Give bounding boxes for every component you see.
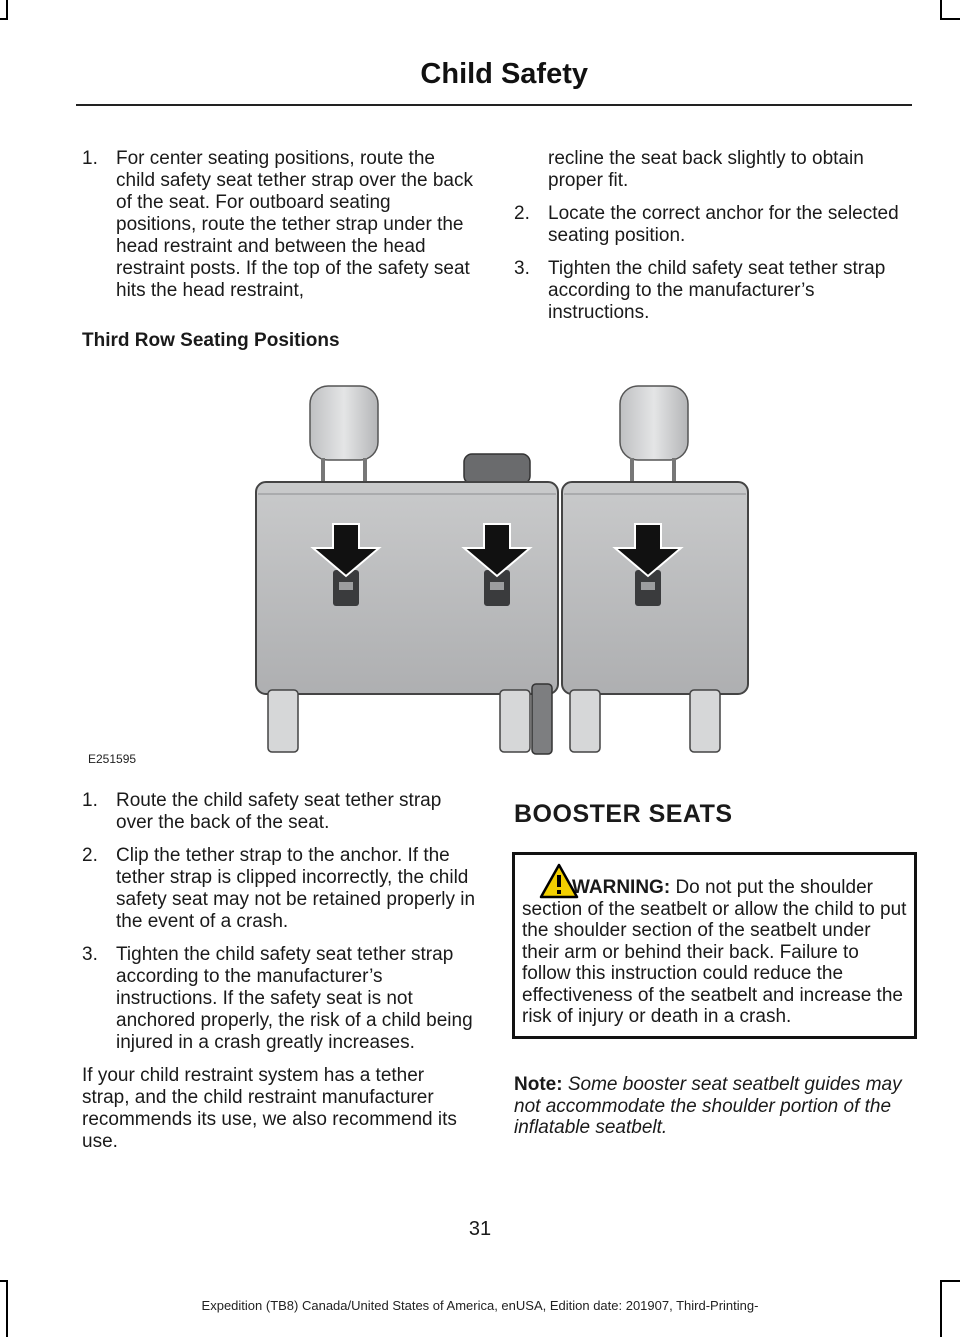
list-item [82, 148, 476, 302]
list-item [82, 845, 476, 933]
step-text: Locate the correct anchor for the selected seating position. [548, 203, 899, 246]
step-number: 1. [82, 148, 98, 169]
body-paragraph: If your child restraint system has a tether strap, and the child restraint manufacturer recommends its use, we also recommend its use. [82, 1065, 457, 1152]
warning-text: Do not put the shoulder section of the seatbelt or allow the child to put the shoulder section of the seatbelt under their arm or behind their back. Failure to follow this instruction could reduce the effectiveness of the seatbelt and increase the risk of injury or death in a crash. [522, 877, 907, 1027]
list-item [82, 790, 476, 834]
step-number: 1. [82, 790, 98, 811]
step-text: Tighten the child safety seat tether strap according to the manufacturer’s instructions. [548, 258, 886, 323]
page-number: 31 [468, 1218, 492, 1240]
page-title: Child Safety [420, 58, 588, 90]
step-text: Tighten the child safety seat tether strap according to the manufacturer’s instructions. If the safety seat is not anchored properly, the risk of a child being injured in a crash greatly increases. [116, 944, 473, 1053]
step-text: For center seating positions, route the child safety seat tether strap over the back of the seat. For outboard seating positions, route the tether strap under the head restraint and between the head restraint posts. If the top of the safety seat hits the head restraint, [116, 148, 473, 301]
seat-illustration [82, 362, 906, 774]
note-label: Note: [514, 1074, 563, 1095]
step-text: Route the child safety seat tether strap over the back of the seat. [116, 790, 442, 833]
headrest-icon [620, 386, 688, 484]
crop-mark [940, 0, 942, 20]
warning-box [512, 852, 917, 1039]
bottom-left-column [82, 790, 476, 1153]
header-divider [76, 104, 912, 106]
note-text: Some booster seat seatbelt guides may not accommodate the shoulder portion of the inflatable seatbelt. [514, 1074, 902, 1138]
seat-hinge-icon [268, 690, 720, 752]
third-row-seats-diagram [82, 362, 906, 774]
crop-mark [6, 0, 8, 20]
step-number: 2. [82, 845, 98, 866]
warning-label: WARNING: [572, 877, 671, 898]
crop-mark [940, 1280, 960, 1282]
step-number: 2. [514, 203, 530, 224]
crop-mark [940, 18, 960, 20]
list-item [514, 203, 912, 247]
headrest-icon [310, 386, 378, 484]
list-item [82, 944, 476, 1054]
footer-text: Expedition (TB8) Canada/United States of America, enUSA, Edition date: 201907, Third-Printing- [201, 1298, 759, 1313]
top-left-column [82, 148, 476, 313]
crop-mark [0, 18, 8, 20]
step-number: 3. [514, 258, 530, 279]
step-text: Clip the tether strap to the anchor. If the tether strap is clipped incorrectly, the child safety seat may not be retained properly in the event of a crash. [116, 845, 476, 932]
warning-icon [539, 863, 579, 899]
section-title: BOOSTER SEATS [514, 800, 733, 828]
note [514, 1074, 910, 1139]
crop-mark [0, 1280, 8, 1282]
top-right-column [514, 148, 912, 335]
step-continuation: recline the seat back slightly to obtain proper fit. [548, 148, 864, 191]
seat-latch-icon [532, 684, 552, 754]
center-headrest-icon [464, 454, 530, 484]
section-subheading: Third Row Seating Positions [82, 330, 340, 351]
step-number: 3. [82, 944, 98, 965]
figure-id: E251595 [88, 752, 137, 766]
list-item [514, 258, 912, 324]
seat-back-icon [256, 482, 558, 694]
